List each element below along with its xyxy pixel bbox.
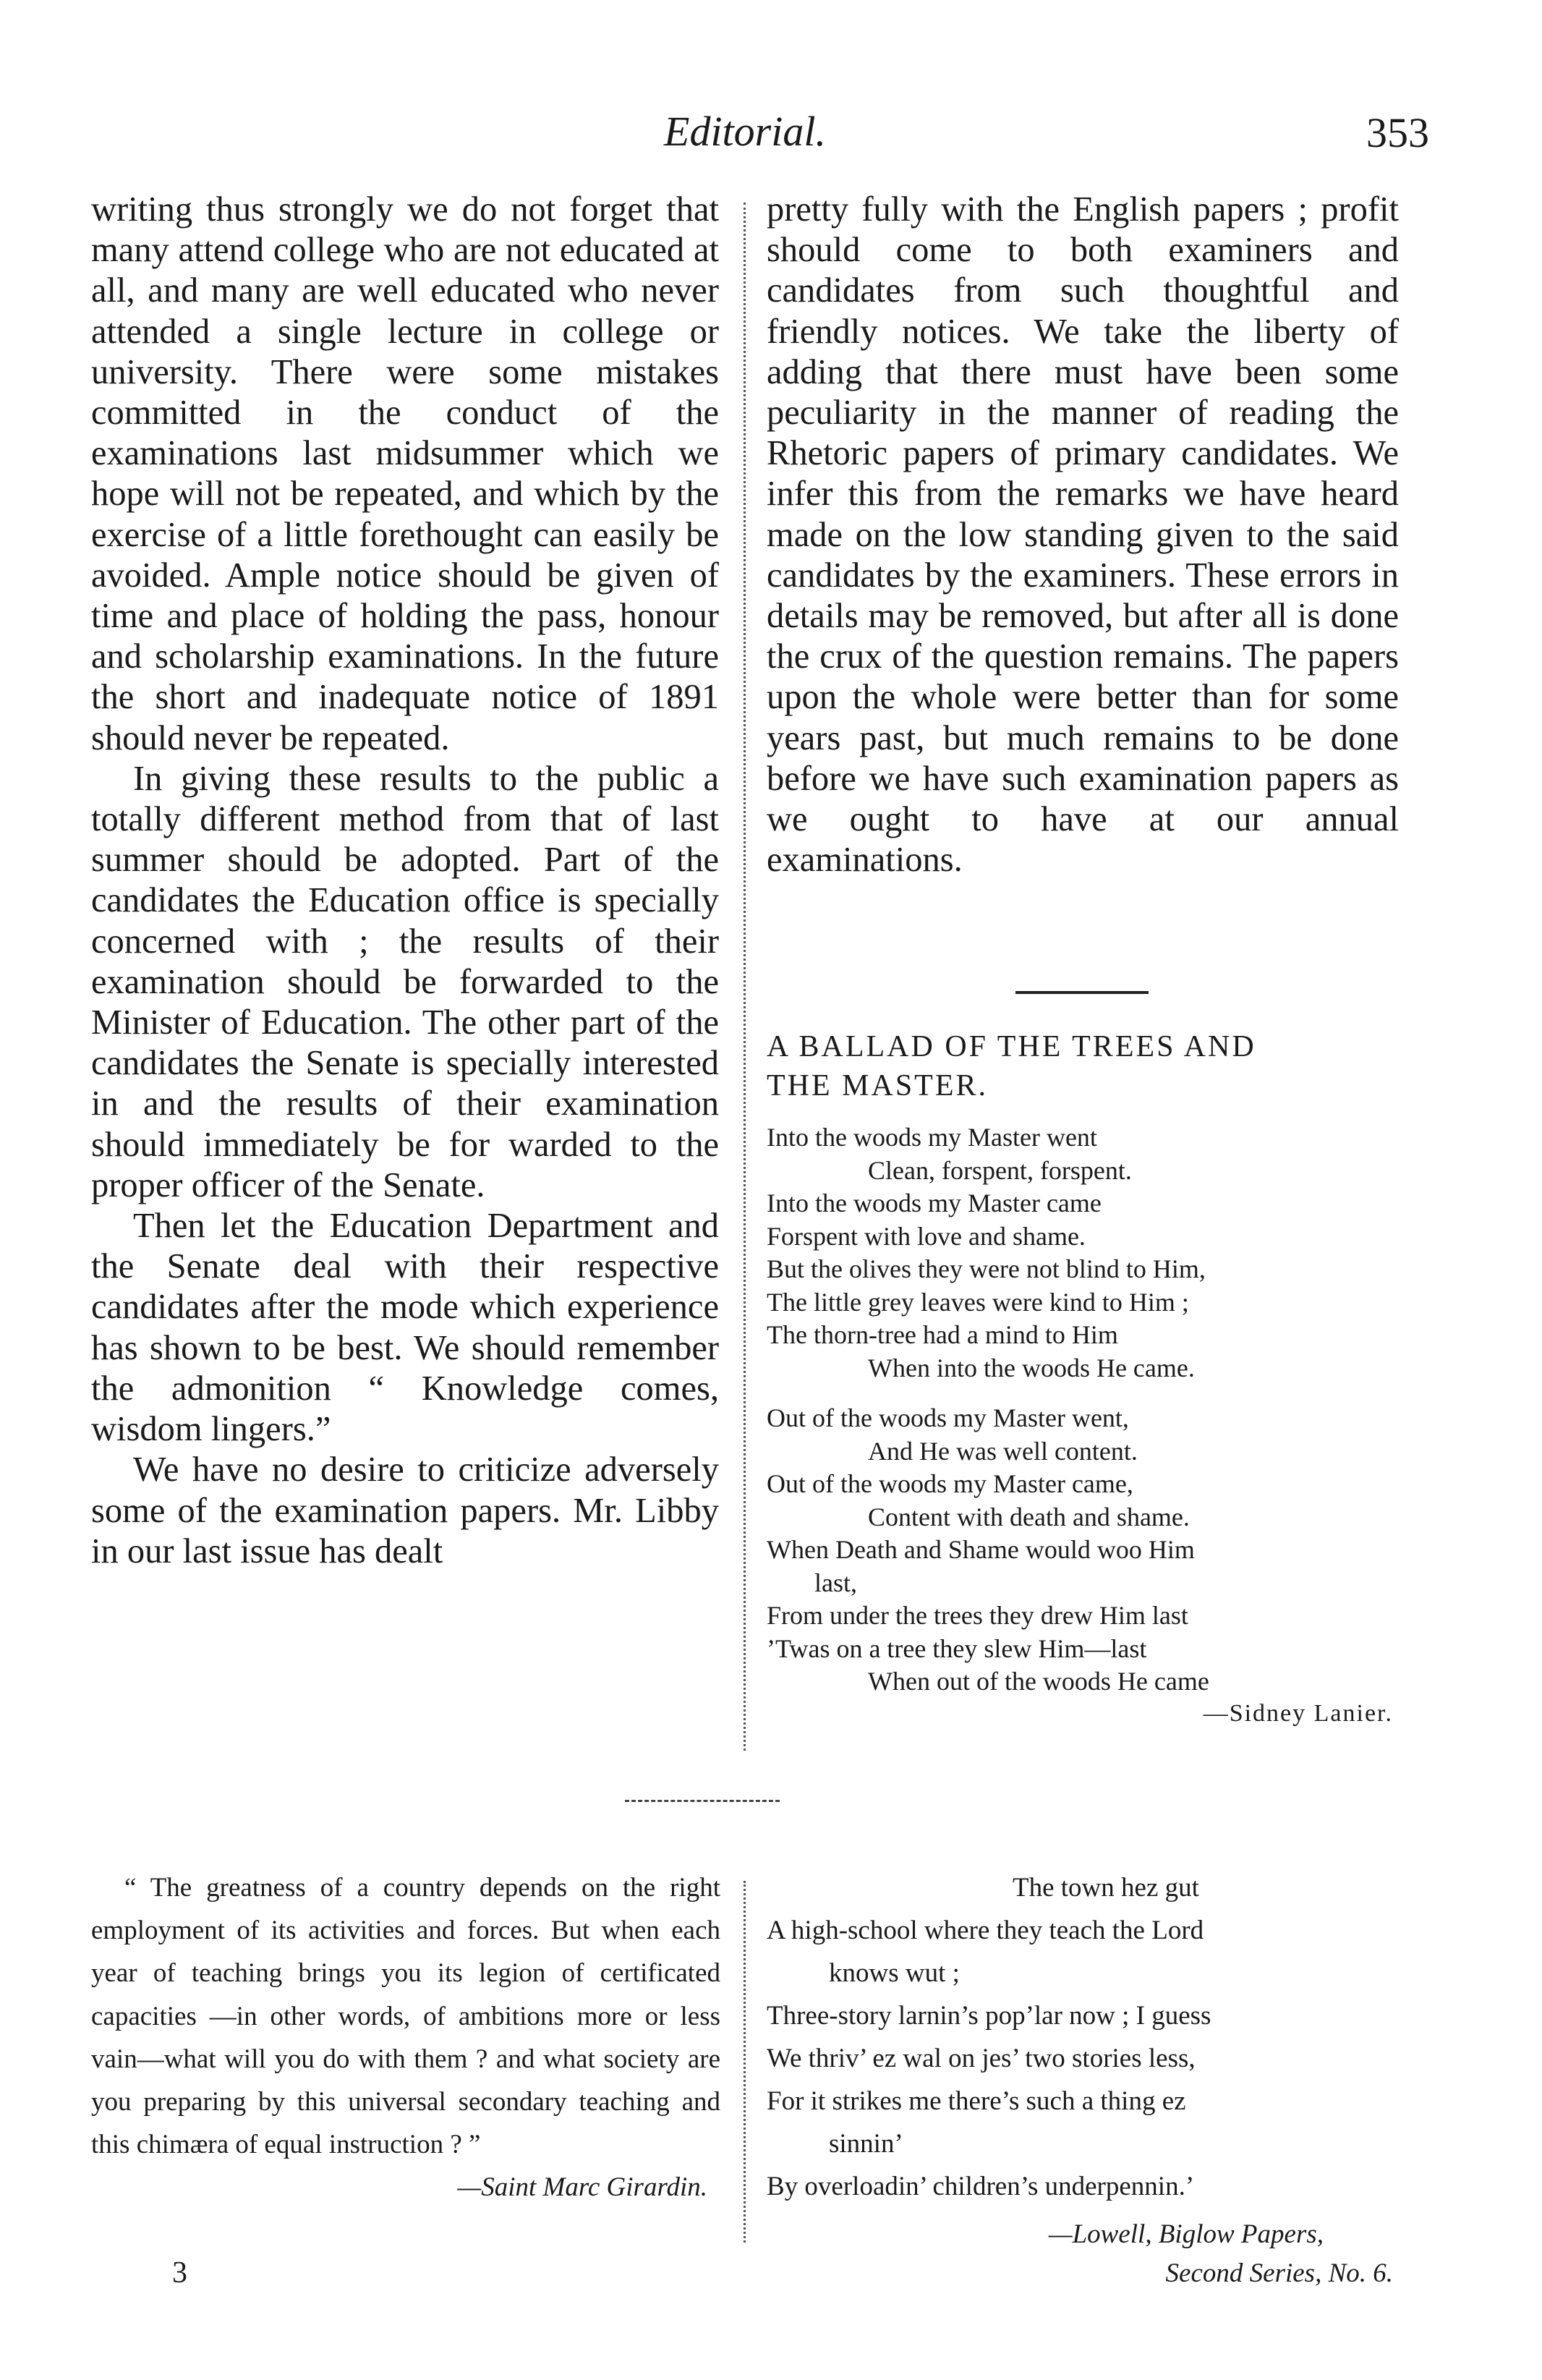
verse-line: Three-story larnin’s pop’lar now ; I guess [767, 2001, 1211, 2031]
paragraph: Then let the Education Department and the Senate deal with their respective candidates after the mode which experience has shown to be best. We should remember the admonition “ Knowledge comes, wisdom lingers.” [91, 1207, 719, 1449]
verse-line: The thorn-tree had a mind to Him [767, 1320, 1118, 1349]
verse-line: ’Twas on a tree they slew Him—last [767, 1633, 1147, 1663]
verse-line: From under the trees they drew Him last [767, 1601, 1188, 1630]
verse-line: Into the woods my Master came [767, 1189, 1102, 1217]
quote-author: —Saint Marc Girardin. [457, 2172, 707, 2203]
verse-line: Content with death and shame. [868, 1502, 1190, 1531]
paragraph: In giving these results to the public a totally different method from that of last summer should be adopted. Part of the candidates the Education office is specially concerned with ; the results of their examination should be forwarded to the Minister of Education. The other part of the candidates the Senate is specially interested in and the results of their examination should immediately be for warded to the proper officer of the Senate. [91, 759, 719, 1204]
verse-line: For it strikes me there’s such a thing ez [767, 2086, 1186, 2116]
verse-line: When Death and Shame would woo Him [767, 1535, 1195, 1564]
verse-block [767, 1866, 1403, 2293]
verse-line: Out of the woods my Master came, [767, 1469, 1133, 1498]
column-divider [744, 1881, 746, 2243]
verse-line: When into the woods He came. [868, 1353, 1195, 1382]
quote-block [91, 1866, 720, 2209]
verse-line: Clean, forspent, forspent. [868, 1155, 1132, 1185]
verse-line: We thriv’ ez wal on jes’ two stories less, [767, 2044, 1196, 2073]
verse-line: By overloadin’ children’s underpennin.’ [767, 2172, 1195, 2201]
verse-line: knows wut ; [829, 1958, 960, 1988]
verse-line: A high-school where they teach the Lord [767, 1916, 1204, 1945]
ballad-author: —Sidney Lanier. [1203, 1699, 1393, 1727]
quote-text: “ The greatness of a country depends on the right employment of its activities and forces. But when each year of teaching brings you its legion of certificated capacities —in other words, of ambitions more or less vain—what will you do with them ? and what society are you preparing by this universal secondary teaching and this chimæra of equal instruction ? ” [91, 1873, 720, 2160]
section-rule [1015, 991, 1149, 994]
verse-line: But the olives they were not blind to Him, [767, 1254, 1206, 1283]
verse-source: Second Series, No. 6. [1165, 2258, 1393, 2288]
verse-line: The little grey leaves were kind to Him ; [767, 1287, 1189, 1317]
signature-mark: 3 [172, 2256, 187, 2290]
verse-line: And He was well content. [868, 1436, 1138, 1466]
paragraph: writing thus strongly we do not forget that many attend college who are not educated at all, and many are well educated who never attended a single lecture in college or university. There were some mistakes committed in the conduct of the examinations last midsummer which we hope will not be repeated, and which by the exercise of a little forethought can easily be avoided. Ample notice should be given of time and place of holding the pass, honour and scholarship examinations. In the future the short and inadequate notice of 1891 should never be repeated. [91, 190, 719, 757]
stanza [767, 1121, 1403, 1385]
page-number: 353 [1366, 109, 1429, 156]
ballad [767, 1027, 1403, 1727]
stanza [767, 1402, 1403, 1699]
verse-line: When out of the woods He came [868, 1667, 1209, 1696]
verse-author: —Lowell, Biglow Papers, [1048, 2219, 1324, 2249]
verse-line: The town hez gut [1013, 1873, 1199, 1903]
paragraph: We have no desire to criticize adversely some of the examination papers. Mr. Libby in our last issue has dealt [91, 1450, 719, 1571]
left-column [91, 190, 719, 1572]
section-separator [625, 1800, 780, 1802]
verse-line: Forspent with love and shame. [767, 1221, 1086, 1251]
paragraph: pretty fully with the English papers ; profit should come to both examiners and candidates from such thoughtful and friendly notices. We take the liberty of adding that there must have been some peculiarity in the manner of reading the Rhetoric papers of primary candidates. We infer this from the remarks we have heard made on the low standing given to the said candidates by the examiners. These errors in details may be removed, but after all is done the crux of the question remains. The papers upon the whole were better than for some years past, but much remains to be done before we have such examination papers as we ought to have at our annual examinations. [767, 190, 1399, 880]
running-head-title: Editorial. [664, 108, 826, 155]
verse-line: Into the woods my Master went [767, 1123, 1097, 1152]
verse-line: last, [814, 1568, 857, 1597]
ballad-title: THE MASTER. [767, 1069, 988, 1102]
verse-line: sinnin’ [829, 2129, 903, 2159]
verse [767, 1866, 1403, 2208]
column-divider [744, 203, 746, 1751]
verse-line: Out of the woods my Master went, [767, 1403, 1129, 1432]
ballad-title: A BALLAD OF THE TREES AND [767, 1030, 1256, 1063]
right-column [767, 190, 1399, 880]
